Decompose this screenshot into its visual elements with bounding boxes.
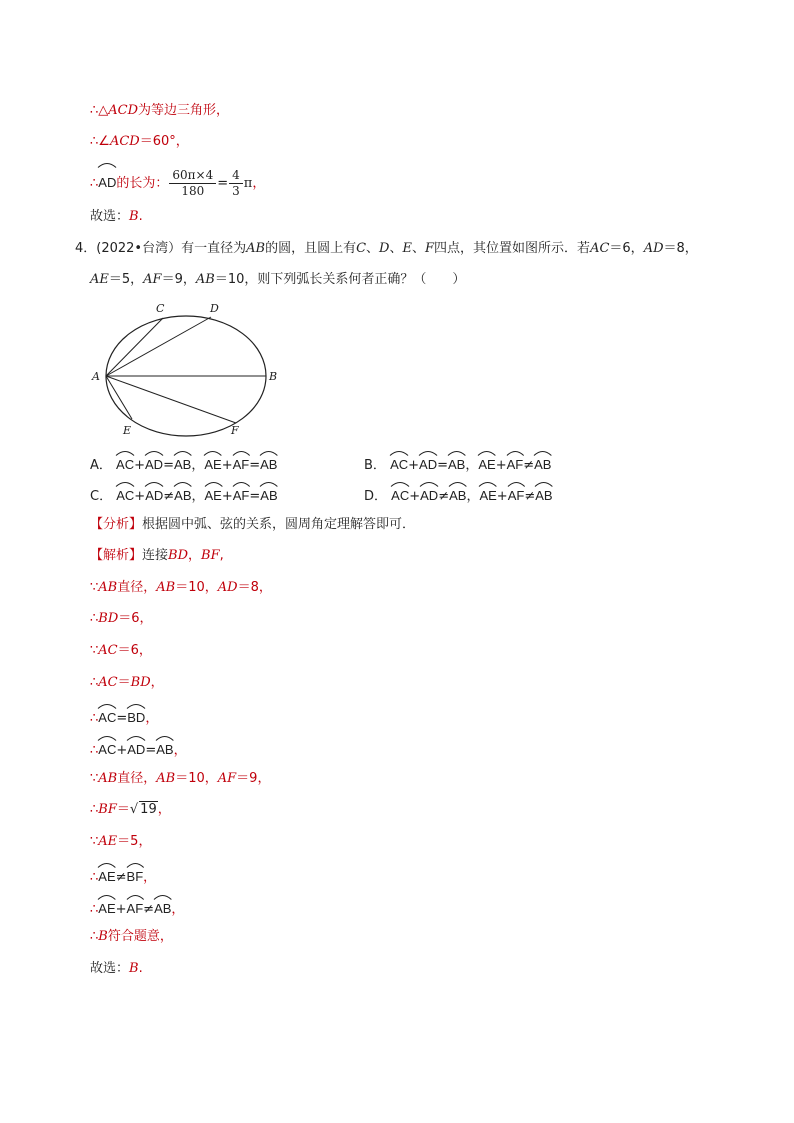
solution-line <box>90 546 224 566</box>
arc-ad <box>98 164 116 199</box>
step-line-s3 <box>90 641 152 661</box>
var-ac: AC <box>98 643 118 658</box>
comma: ， <box>150 675 164 690</box>
value-bd: ＝6， <box>118 611 153 626</box>
arc-cap-icon <box>126 861 145 868</box>
arc-cap-icon <box>126 734 146 741</box>
answer-value: B <box>129 209 139 224</box>
analysis-line <box>90 515 415 535</box>
operator: + <box>408 458 420 473</box>
arc-text: AE <box>98 901 116 916</box>
arc-text: AF <box>126 901 144 916</box>
equals-sign: = <box>116 711 128 726</box>
angle-value: ＝60°， <box>139 134 189 149</box>
var-ab: AB <box>156 580 176 595</box>
because-symbol: ∵ <box>90 834 99 849</box>
step-text: 符合题意， <box>107 929 173 944</box>
sqrt-expression <box>130 802 158 817</box>
arc-text: AB <box>448 457 466 472</box>
arc-text: AD <box>145 457 164 472</box>
arc-cap-icon <box>97 893 116 900</box>
solution-text: 连接 <box>142 548 169 563</box>
equals-sign: ＝ <box>116 802 130 817</box>
arc-ae <box>98 864 115 887</box>
step-text: 直径， <box>117 580 157 595</box>
arc-cap-icon <box>144 449 164 456</box>
arc-text: AB <box>174 488 192 503</box>
fraction-denominator: 180 <box>181 184 205 198</box>
value-ad: ＝8， <box>237 580 272 595</box>
arc-term <box>419 452 437 475</box>
relation: ≠ <box>163 489 175 504</box>
arc-text: BF <box>126 869 144 884</box>
arc-cap-icon <box>507 480 526 487</box>
arc-cap-icon <box>97 861 116 868</box>
arc-ac <box>98 705 116 728</box>
therefore-symbol: ∴ <box>90 611 99 626</box>
fraction-result-denominator: 3 <box>232 184 240 198</box>
triangle-name: ACD <box>108 103 139 118</box>
question-line-1 <box>75 239 698 259</box>
value-ac: ＝6， <box>117 643 152 658</box>
var-bf: BF <box>201 548 220 563</box>
arc-text: BD <box>127 710 146 725</box>
separator: 、 <box>366 241 380 256</box>
arc-term <box>449 483 466 506</box>
arc-term <box>174 483 191 506</box>
value-af: ＝9， <box>236 771 271 786</box>
var-ab: AB <box>246 241 266 256</box>
var-ad: AD <box>217 580 238 595</box>
option-label: D． <box>364 489 388 504</box>
angle-name: ACD <box>109 134 140 149</box>
step-line-s11 <box>90 896 184 916</box>
arc-ab <box>154 896 171 919</box>
var-c: C <box>356 241 367 256</box>
arc-term <box>145 452 163 475</box>
separator: ， <box>191 458 205 473</box>
arc-text: AC <box>116 457 135 472</box>
arc-term <box>508 483 525 506</box>
arc-cap-icon <box>389 449 409 456</box>
arc-ad <box>127 737 145 760</box>
option-b[interactable] <box>364 452 551 472</box>
comma: ， <box>157 802 171 817</box>
answer-period: . <box>138 961 143 976</box>
fraction-numerator: 60π×4 <box>169 168 216 184</box>
step-line-s4 <box>90 673 164 693</box>
var-d: D <box>379 241 390 256</box>
option-label: C． <box>90 489 113 504</box>
arc-text: AB <box>260 488 278 503</box>
var-b: B <box>98 929 108 944</box>
step-line-s9 <box>90 832 151 852</box>
step-line-s7 <box>90 769 270 789</box>
step-text: 为等边三角形， <box>138 103 230 118</box>
label-c: C <box>156 302 165 315</box>
arc-cap-icon <box>506 449 525 456</box>
var-ac: AC <box>590 241 610 256</box>
arc-cap-icon <box>477 449 496 456</box>
arc-term <box>507 452 524 475</box>
answer-line <box>90 959 143 979</box>
therefore-symbol: ∴ <box>90 870 99 885</box>
var-bd: BD <box>98 611 119 626</box>
comma: ， <box>252 176 266 191</box>
arc-cap-icon <box>419 480 439 487</box>
therefore-triangle: ∴△ <box>90 103 109 118</box>
arc-term <box>391 483 409 506</box>
var-ae: AE <box>98 834 118 849</box>
answer-value: B <box>129 961 139 976</box>
arc-cap-icon <box>204 480 223 487</box>
var-ab: AB <box>98 771 118 786</box>
therefore-symbol: ∴ <box>90 176 99 191</box>
arc-cap-icon <box>144 480 164 487</box>
because-symbol: ∵ <box>90 580 99 595</box>
arc-term <box>233 483 250 506</box>
question-intro: 4．(2022•台湾）有一直径为 <box>75 241 247 256</box>
analysis-tag: 【分析】 <box>90 517 143 532</box>
chord-ae <box>106 376 132 419</box>
therefore-symbol: ∴ <box>90 902 99 917</box>
step-text: 直径， <box>117 771 157 786</box>
arc-cap-icon <box>232 449 251 456</box>
equals-sign: ＝ <box>117 675 131 690</box>
operator: + <box>221 458 233 473</box>
arc-text: AF <box>507 488 525 503</box>
question-line-2 <box>90 270 465 290</box>
arc-term <box>448 452 465 475</box>
step-line-s1 <box>90 578 272 598</box>
arc-cap-icon <box>97 702 117 709</box>
arc-bf <box>127 864 144 887</box>
var-ab: AB <box>156 771 176 786</box>
arc-text: AE <box>478 457 496 472</box>
value-ae: ＝5， <box>108 272 144 287</box>
arc-term <box>260 483 277 506</box>
radicand: 19 <box>140 802 157 817</box>
value-ab: ＝10， <box>175 580 218 595</box>
arc-cap-icon <box>259 480 278 487</box>
value-ae: ＝5， <box>117 834 152 849</box>
arc-cap-icon <box>203 449 222 456</box>
arc-cap-icon <box>447 449 466 456</box>
circle-figure <box>88 298 288 440</box>
arc-text: AE <box>204 488 222 503</box>
var-e: E <box>402 241 412 256</box>
question-prompt: ＝10，则下列弧长关系何者正确？（ ） <box>214 272 466 287</box>
arc-cap-icon <box>533 449 552 456</box>
arc-text: AD <box>145 488 164 503</box>
step-line-s2 <box>90 609 153 629</box>
arc-text: AF <box>232 457 250 472</box>
arc-text: AB <box>156 742 174 757</box>
arc-bd <box>127 705 145 728</box>
var-af: AF <box>143 272 162 287</box>
operator: + <box>221 489 233 504</box>
label-b: B <box>269 370 278 383</box>
separator: ， <box>191 489 205 504</box>
option-d[interactable] <box>364 483 553 503</box>
equals-sign: = <box>217 176 229 191</box>
operator: + <box>116 743 128 758</box>
step-line-s10 <box>90 864 156 884</box>
value-ad: ＝8， <box>663 241 698 256</box>
arc-text: AF <box>506 457 524 472</box>
equals-sign: = <box>145 743 157 758</box>
arc-term <box>535 483 552 506</box>
arc-text: AD <box>127 742 146 757</box>
arc-cap-icon <box>126 893 145 900</box>
therefore-symbol: ∴ <box>90 802 99 817</box>
operator: + <box>409 489 421 504</box>
step-line-equilateral <box>90 101 229 121</box>
arc-text: AC <box>116 488 135 503</box>
value-ab: ＝10， <box>175 771 218 786</box>
comma: ， <box>145 711 159 726</box>
value-ac: ＝6， <box>609 241 644 256</box>
option-label: A． <box>90 458 112 473</box>
operator: + <box>134 489 146 504</box>
arc-text: AB <box>173 457 192 472</box>
separator: ， <box>466 489 480 504</box>
arc-term <box>534 452 551 475</box>
arc-ab <box>156 737 173 760</box>
arc-cap-icon <box>259 449 278 456</box>
arc-af <box>127 896 144 919</box>
arc-cap-icon <box>97 161 117 168</box>
arc-cap-icon <box>534 480 553 487</box>
var-f: F <box>425 241 435 256</box>
arc-term <box>233 452 250 475</box>
arc-cap-icon <box>478 480 497 487</box>
question-text: 四点，其位置如图所示．若 <box>434 241 591 256</box>
option-a[interactable] <box>90 452 277 472</box>
arc-cap-icon <box>390 480 410 487</box>
answer-line-prev <box>90 207 143 227</box>
arc-cap-icon <box>97 734 117 741</box>
var-ad: AD <box>643 241 664 256</box>
arc-term <box>116 452 134 475</box>
arc-term <box>205 483 222 506</box>
arc-term <box>145 483 163 506</box>
pi-symbol: π <box>243 176 253 191</box>
relation: = <box>163 458 174 473</box>
not-equal-sign: ≠ <box>115 870 127 885</box>
var-bd: BD <box>168 548 189 563</box>
arc-text: AB <box>260 457 278 472</box>
separator: 、 <box>412 241 426 256</box>
step-line-s12 <box>90 927 173 947</box>
chord-ad <box>106 317 211 376</box>
fraction-main <box>169 168 216 199</box>
therefore-symbol: ∴ <box>90 675 99 690</box>
operator: + <box>134 458 146 473</box>
label-a: A <box>92 370 100 383</box>
var-af: AF <box>217 771 237 786</box>
arc-cap-icon <box>232 480 251 487</box>
arc-term <box>174 452 191 475</box>
arc-text: AF <box>232 488 250 503</box>
var-ac: AC <box>98 675 118 690</box>
arc-text: AB <box>534 457 552 472</box>
arc-ae <box>98 896 115 919</box>
label-d: D <box>210 302 219 315</box>
label-f: F <box>231 424 239 437</box>
var-bd: BD <box>130 675 151 690</box>
step-line-angle <box>90 132 189 152</box>
comma: , <box>219 548 224 563</box>
relation: ≠ <box>438 489 450 504</box>
fraction-result-numerator: 4 <box>229 168 243 184</box>
therefore-symbol: ∴ <box>90 929 99 944</box>
because-symbol: ∵ <box>90 643 99 658</box>
chord-ac <box>106 318 163 376</box>
arc-text: AE <box>479 488 497 503</box>
step-line-arc-length <box>90 164 265 196</box>
relation: = <box>437 458 448 473</box>
fraction-result <box>229 168 243 199</box>
arc-text: AB <box>154 901 172 916</box>
option-label: B． <box>364 458 386 473</box>
arc-cap-icon <box>173 449 192 456</box>
arc-text: AD <box>419 457 438 472</box>
option-c[interactable] <box>90 483 278 503</box>
therefore-symbol: ∴ <box>90 711 99 726</box>
step-line-s6 <box>90 737 187 757</box>
arc-term <box>390 452 408 475</box>
arc-cap-icon <box>418 449 438 456</box>
relation: = <box>249 489 261 504</box>
var-bf: BF <box>98 802 117 817</box>
arc-term <box>478 452 495 475</box>
arc-term <box>204 452 221 475</box>
var-ae: AE <box>90 272 109 287</box>
separator: 、 <box>389 241 403 256</box>
arc-text: AE <box>98 869 116 884</box>
separator: ， <box>465 458 479 473</box>
arc-cap-icon <box>115 480 135 487</box>
solution-tag: 【解析】 <box>90 548 143 563</box>
analysis-text: 根据圆中弧、弦的关系，圆周角定理解答即可． <box>142 517 416 532</box>
var-ab: AB <box>195 272 215 287</box>
step-line-s8 <box>90 800 171 820</box>
question-text: 的圆，且圆上有 <box>265 241 357 256</box>
operator: + <box>496 489 508 504</box>
arc-text: AD <box>98 175 117 190</box>
operator: + <box>495 458 507 473</box>
arc-text: AC <box>391 488 410 503</box>
arc-text: AB <box>449 488 467 503</box>
arc-term <box>116 483 134 506</box>
answer-period: . <box>138 209 143 224</box>
arc-cap-icon <box>115 449 135 456</box>
arc-cap-icon <box>155 734 174 741</box>
comma: ， <box>173 743 187 758</box>
arc-text: AC <box>390 457 409 472</box>
therefore-symbol: ∴ <box>90 743 99 758</box>
arc-cap-icon <box>126 702 146 709</box>
therefore-angle: ∴∠ <box>90 134 110 149</box>
operator: + <box>115 902 127 917</box>
arc-term <box>479 483 496 506</box>
answer-label: 故选： <box>90 209 130 224</box>
comma: ， <box>171 902 185 917</box>
var-ab: AB <box>98 580 118 595</box>
arc-cap-icon <box>448 480 467 487</box>
arc-length-label: 的长为： <box>116 176 169 191</box>
relation: ≠ <box>523 458 535 473</box>
arc-text: AB <box>535 488 553 503</box>
arc-term <box>260 452 277 475</box>
answer-label: 故选： <box>90 961 130 976</box>
arc-ac <box>98 737 116 760</box>
separator: ， <box>188 548 202 563</box>
arc-text: AE <box>204 457 222 472</box>
arc-text: AC <box>98 710 117 725</box>
label-e: E <box>123 424 132 437</box>
arc-text: AD <box>420 488 439 503</box>
arc-term <box>420 483 438 506</box>
step-line-s5 <box>90 705 158 725</box>
sqrt-icon: √ <box>129 802 139 817</box>
relation: = <box>249 458 261 473</box>
value-af: ＝9， <box>161 272 196 287</box>
arc-text: AC <box>98 742 117 757</box>
arc-cap-icon <box>153 893 172 900</box>
comma: ， <box>143 870 157 885</box>
because-symbol: ∵ <box>90 771 99 786</box>
not-equal-sign: ≠ <box>143 902 155 917</box>
arc-cap-icon <box>173 480 192 487</box>
relation: ≠ <box>524 489 536 504</box>
